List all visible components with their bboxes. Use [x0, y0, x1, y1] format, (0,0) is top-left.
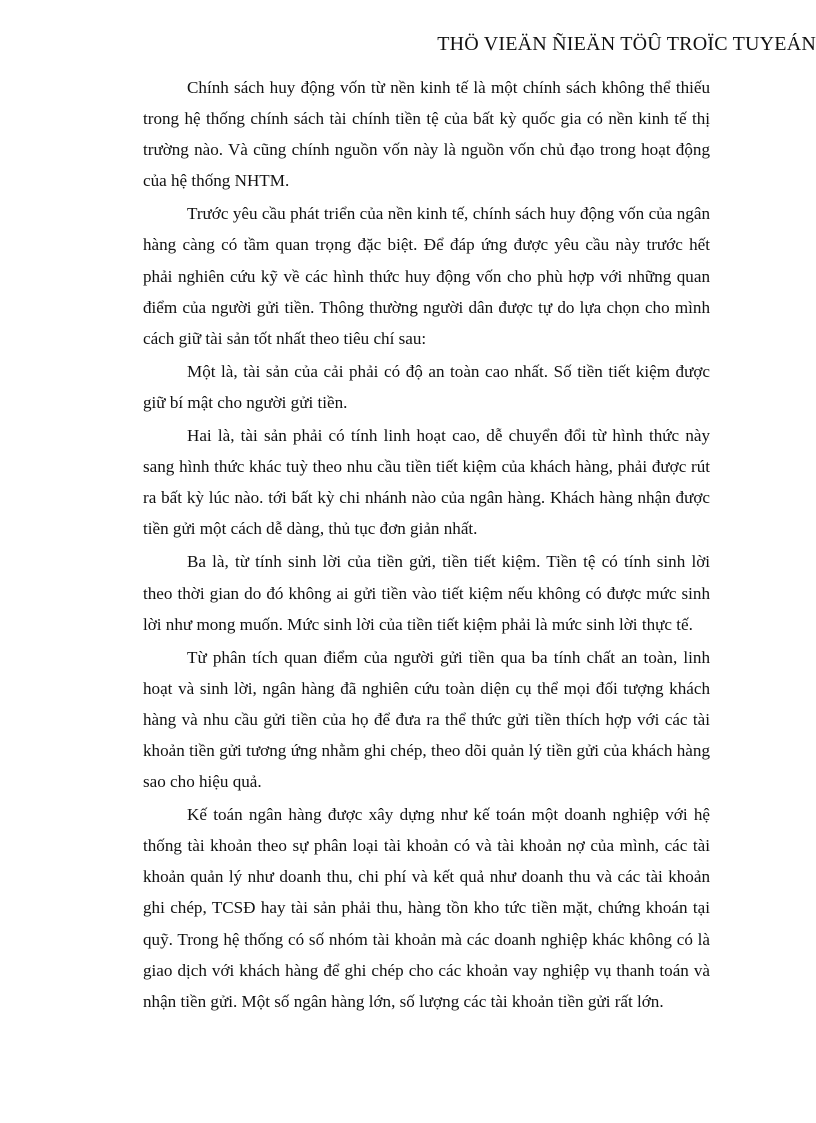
paragraph-5: Ba là, từ tính sinh lời của tiền gửi, tiền tiết kiệm. Tiền tệ có tính sinh lời theo thời gian do đó không ai gửi tiền vào tiết kiệm nếu không có được mức sinh lời như mong muốn. Mức sinh lời của tiền tiết kiệm phải là mức sinh lời thực tế.: [143, 552, 710, 634]
paragraph-3: Một là, tài sản của cải phải có độ an toàn cao nhất. Số tiền tiết kiệm được giữ bí mật cho người gửi tiền.: [143, 361, 710, 412]
paragraph-2: Trước yêu cầu phát triển của nền kinh tế, chính sách huy động vốn của ngân hàng càng có tầm quan trọng đặc biệt. Để đáp ứng được yêu cầu này trước hết phải nghiên cứu kỹ về các hình thức huy động vốn cho phù hợp với những quan điểm của người gửi tiền. Thông thường người dân được tự do lựa chọn cho mình cách giữ tài sản tốt nhất theo tiêu chí sau:: [143, 204, 710, 348]
body-text: [143, 72, 710, 1019]
page-header: THÖ VIEÄN ÑIEÄN TÖÛ TROÏC TUYEÁN: [437, 33, 816, 55]
paragraph-1: Chính sách huy động vốn từ nền kinh tế là một chính sách không thể thiếu trong hệ thống chính sách tài chính tiền tệ của bất kỳ quốc gia có nền kinh tế thị trường nào. Và cũng chính nguồn vốn này là nguồn vốn chủ đạo trong hoạt động của hệ thống NHTM.: [143, 78, 710, 191]
paragraph-6: Từ phân tích quan điểm của người gửi tiền qua ba tính chất an toàn, linh hoạt và sinh lời, ngân hàng đã nghiên cứu toàn diện cụ thể mọi đối tượng khách hàng và nhu cầu gửi tiền của họ để đưa ra thể thức gửi tiền thích hợp với các tài khoản tiền gửi tương ứng nhằm ghi chép, theo dõi quản lý tiền gửi của khách hàng sao cho hiệu quả.: [143, 647, 710, 792]
paragraph-7: Kế toán ngân hàng được xây dựng như kế toán một doanh nghiệp với hệ thống tài khoản theo sự phân loại tài khoản có và tài khoản nợ của mình, các tài khoản quản lý như doanh thu, chi phí và kết quả như doanh thu và các tài khoản ghi chép, TCSĐ hay tài sản phải thu, hàng tồn kho tức tiền mặt, chứng khoán tại quỹ. Trong hệ thống có số nhóm tài khoản mà các doanh nghiệp khác không có là giao dịch với khách hàng để ghi chép cho các khoản vay nghiệp vụ thanh toán và nhận tiền gửi. Một số ngân hàng lớn, số lượng các tài khoản tiền gửi rất lớn.: [143, 805, 710, 1011]
paragraph-4: Hai là, tài sản phải có tính linh hoạt cao, dễ chuyển đổi từ hình thức này sang hình thức khác tuỳ theo nhu cầu tiền tiết kiệm của khách hàng, phải được rút ra bất kỳ lúc nào. tới bất kỳ chi nhánh nào của ngân hàng. Khách hàng nhận được tiền gửi một cách dễ dàng, thủ tục đơn giản nhất.: [143, 426, 710, 539]
